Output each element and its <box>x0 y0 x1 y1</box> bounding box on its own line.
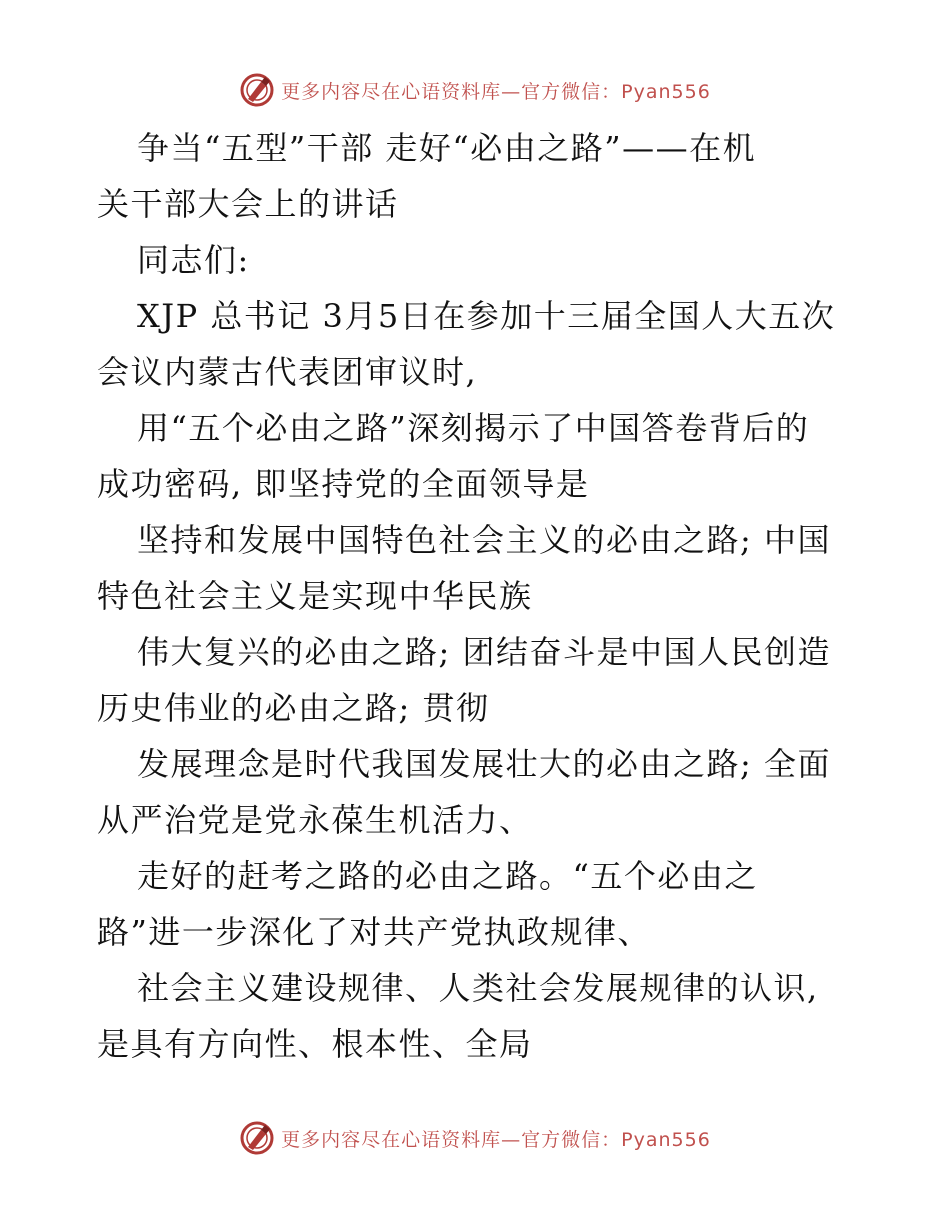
text-line: 是具有方向性、根本性、全局 <box>97 1025 533 1063</box>
text-line: XJP 总书记 3月5日在参加十三届全国人大五次 <box>137 297 836 335</box>
banner-text: 更多内容尽在心语资料库—官方微信： <box>281 1128 622 1151</box>
text-line: 会议内蒙古代表团审议时, <box>97 353 478 391</box>
text-line: 从严治党是党永葆生机活力、 <box>97 801 533 839</box>
text-line: 用“五个必由之路”深刻揭示了中国答卷背后的 <box>137 409 810 447</box>
text-line: 发展理念是时代我国发展壮大的必由之路; 全面 <box>137 745 831 783</box>
banner-wechat-id: Pyan556 <box>621 1128 711 1151</box>
text-line: 关干部大会上的讲话 <box>97 185 399 223</box>
text-line: 路”进一步深化了对共产党执政规律、 <box>97 913 651 951</box>
text-line: 特色社会主义是实现中华民族 <box>97 577 533 615</box>
text-line: 同志们: <box>137 241 250 279</box>
text-line: 历史伟业的必由之路; 贯彻 <box>97 689 490 727</box>
banner-text: 更多内容尽在心语资料库—官方微信： <box>281 80 622 103</box>
pen-logo-icon <box>239 1120 275 1156</box>
text-line: 坚持和发展中国特色社会主义的必由之路; 中国 <box>137 521 831 559</box>
text-line: 伟大复兴的必由之路; 团结奋斗是中国人民创造 <box>137 633 831 671</box>
footer-banner <box>0 1118 950 1158</box>
banner <box>239 72 711 108</box>
text-line: 成功密码, 即坚持党的全面领导是 <box>97 465 590 503</box>
banner <box>239 1120 711 1156</box>
text-line: 争当“五型”干部 走好“必由之路”——在机 <box>137 129 757 167</box>
pen-logo-icon <box>239 72 275 108</box>
text-line: 社会主义建设规律、人类社会发展规律的认识, <box>137 969 819 1007</box>
header-banner <box>0 70 950 110</box>
banner-wechat-id: Pyan556 <box>621 80 711 103</box>
text-line: 走好的赶考之路的必由之路。“五个必由之 <box>137 857 758 895</box>
document-body <box>97 120 857 1072</box>
